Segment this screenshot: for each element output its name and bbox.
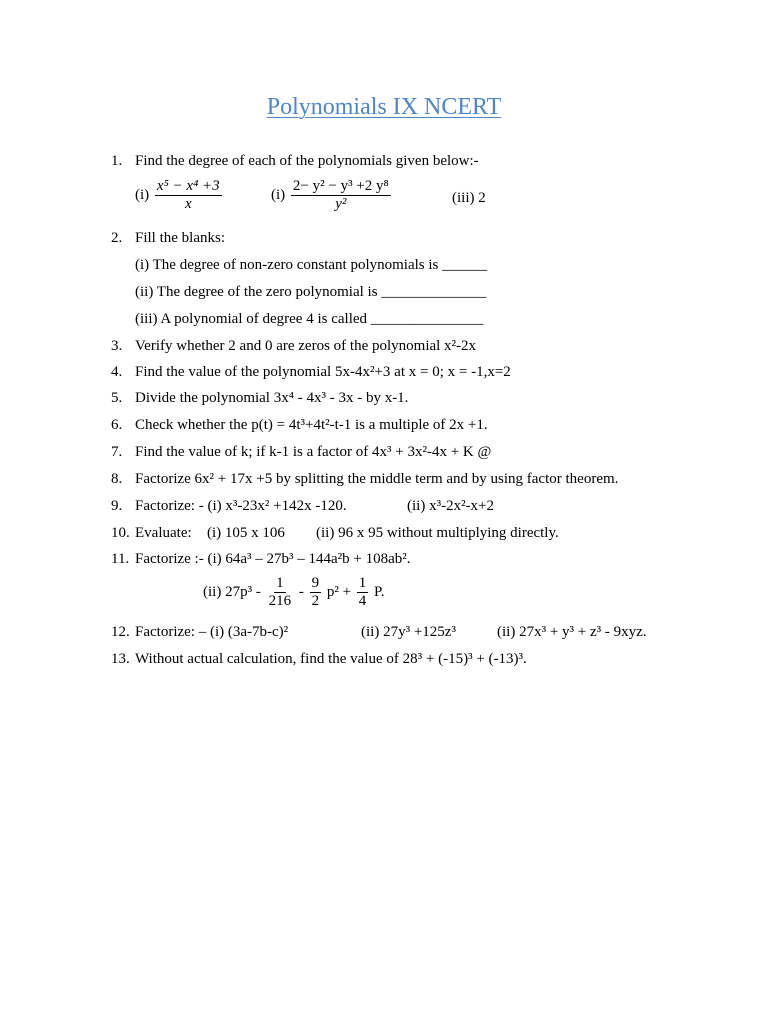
q1-b-fraction (291, 178, 391, 214)
q1-a-numerator: x⁵ − x⁴ +3 (155, 178, 222, 196)
q11-mid-2: p² + (326, 584, 352, 601)
q1-b-numerator: 2− y² − y³ +2 y⁸ (291, 178, 391, 196)
q1-b-denominator: y² (335, 196, 347, 213)
q1-a-label: (i) (135, 187, 150, 204)
q11-text: Factorize :- (i) 64a³ – 27b³ – 144a²b + 108ab². (135, 551, 411, 567)
q11-mid-1: - (298, 584, 304, 601)
q2-part-i: (i) The degree of non-zero constant polynomials is ______ (135, 257, 488, 273)
q1-part-a (135, 178, 224, 214)
q1-number: 1. (111, 153, 123, 169)
q10-text: Evaluate: (135, 525, 192, 541)
q2-part-ii: (ii) The degree of the zero polynomial is ______________ (135, 284, 487, 300)
q10-part-ii: (ii) 96 x 95 without multiplying directly. (316, 525, 559, 541)
q8-text: Factorize 6x² + 17x +5 by splitting the middle term and by using factor theorem. (135, 471, 619, 487)
q12-part-ii: (ii) 27y³ +125z³ (361, 624, 456, 640)
q11-f2-numerator: 9 (310, 575, 322, 593)
q2-text: Fill the blanks: (135, 230, 225, 246)
q8-number: 8. (111, 471, 123, 487)
q11-f2-denominator: 2 (311, 593, 320, 610)
q1-a-fraction (155, 178, 222, 214)
q1-text: Find the degree of each of the polynomials given below:- (135, 153, 479, 169)
q12-part-iii: (ii) 27x³ + y³ + z³ - 9xyz. (497, 624, 647, 640)
q13-number: 13. (111, 651, 130, 667)
q2-number: 2. (111, 230, 123, 246)
q11-fraction-3 (357, 575, 369, 611)
q10-number: 10. (111, 525, 130, 541)
q11-f1-denominator: 216 (268, 593, 292, 610)
q4-number: 4. (111, 364, 123, 380)
q13-text: Without actual calculation, find the value of 28³ + (-15)³ + (-13)³. (135, 651, 527, 667)
q6-number: 6. (111, 417, 123, 433)
q7-number: 7. (111, 444, 123, 460)
q5-text: Divide the polynomial 3x⁴ - 4x³ - 3x - by x-1. (135, 390, 409, 406)
q7-text: Find the value of k; if k-1 is a factor of 4x³ + 3x²-4x + K @ (135, 444, 492, 460)
q11-part-ii (203, 575, 384, 611)
q1-part-b (271, 178, 393, 214)
q11-tail: P. (374, 584, 385, 601)
q11-fraction-2 (310, 575, 322, 611)
q3-number: 3. (111, 338, 123, 354)
q11-ii-prefix: (ii) 27p³ - (203, 584, 261, 601)
q9-text: Factorize: - (i) x³-23x² +142x -120. (135, 498, 347, 514)
q12-text: Factorize: – (i) (3a-7b-c)² (135, 624, 289, 640)
q1-part-c: (iii) 2 (452, 190, 486, 206)
q11-fraction-1 (267, 575, 294, 611)
q10-part-i: (i) 105 x 106 (207, 525, 285, 541)
q5-number: 5. (111, 390, 123, 406)
q9-number: 9. (111, 498, 123, 514)
q1-a-denominator: x (184, 196, 192, 213)
page-title: Polynomials IX NCERT (266, 94, 502, 120)
q9-part-ii: (ii) x³-2x²-x+2 (407, 498, 495, 514)
q11-number: 11. (111, 551, 130, 567)
q11-f3-numerator: 1 (357, 575, 369, 593)
q3-text: Verify whether 2 and 0 are zeros of the polynomial x²-2x (135, 338, 477, 354)
q1-b-label: (i) (271, 187, 286, 204)
q12-number: 12. (111, 624, 130, 640)
q6-text: Check whether the p(t) = 4t³+4t²-t-1 is a multiple of 2x +1. (135, 417, 488, 433)
q11-f3-denominator: 4 (358, 593, 367, 610)
q11-f1-numerator: 1 (274, 575, 286, 593)
q2-part-iii: (iii) A polynomial of degree 4 is called _______________ (135, 311, 484, 327)
q4-text: Find the value of the polynomial 5x-4x²+3 at x = 0; x = -1,x=2 (135, 364, 511, 380)
